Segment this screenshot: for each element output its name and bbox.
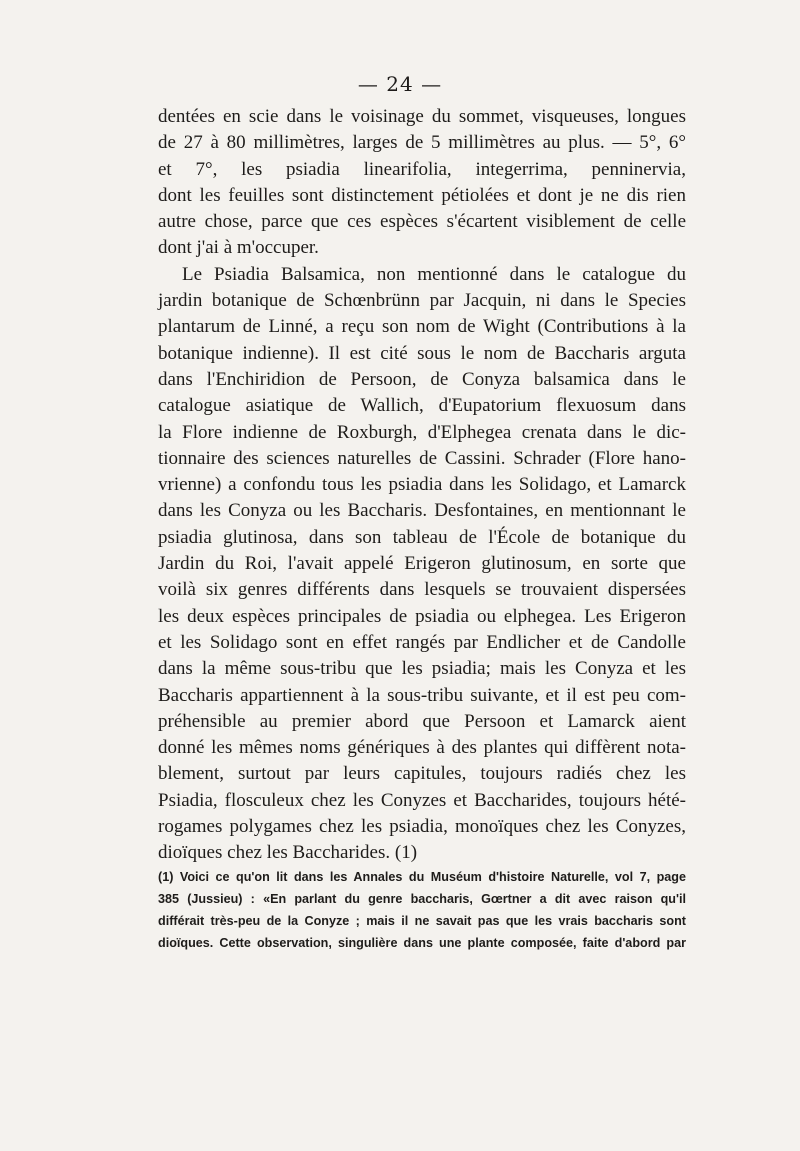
footnote-line: (1) Voici ce qu'on lit dans les Annales du Muséum d'histoire Naturelle, vol 7, page <box>158 870 686 884</box>
footnote-line: 385 (Jussieu) : «En parlant du genre baccharis, Gœrtner a dit avec raison qu'il <box>158 892 686 906</box>
text-line: donné les mêmes noms génériques à des plantes qui diffèrent nota- <box>158 737 686 759</box>
text-line: et 7°, les psiadia linearifolia, integerrima, penninervia, <box>158 158 686 180</box>
text-line: jardin botanique de Schœnbrünn par Jacquin, ni dans le Species <box>158 290 686 312</box>
text-line: dont les feuilles sont distinctement pétiolées et dont je ne dis rien <box>158 184 686 206</box>
text-line: de 27 à 80 millimètres, larges de 5 millimètres au plus. — 5°, 6° <box>158 132 686 154</box>
text-line: dont j'ai à m'occuper. <box>158 237 319 259</box>
text-line: psiadia glutinosa, dans son tableau de l'École de botanique du <box>158 526 686 548</box>
body-text <box>158 104 686 867</box>
paragraph-2 <box>158 262 686 867</box>
text-line: dans les Conyza ou les Baccharis. Desfontaines, en mentionnant le <box>158 500 686 522</box>
text-line: dans la même sous-tribu que les psiadia; mais les Conyza et les <box>158 658 686 680</box>
text-line: plantarum de Linné, a reçu son nom de Wight (Contributions à la <box>158 316 686 338</box>
text-line: la Flore indienne de Roxburgh, d'Elphegea crenata dans le dic- <box>158 421 686 443</box>
footnote-line: dioïques. Cette observation, singulière dans une plante composée, faite d'abord par <box>158 936 686 950</box>
text-line: botanique indienne). Il est cité sous le nom de Baccharis arguta <box>158 342 686 364</box>
page-number: — 24 — <box>357 72 443 96</box>
paragraph-1 <box>158 104 686 262</box>
text-line: Le Psiadia Balsamica, non mentionné dans le catalogue du <box>182 263 686 285</box>
text-line: dioïques chez les Baccharides. (1) <box>158 842 418 864</box>
text-line: préhensible au premier abord que Persoon et Lamarck aient <box>158 710 686 732</box>
text-line: les deux espèces principales de psiadia ou elphegea. Les Erigeron <box>158 605 686 627</box>
text-line: rogames polygames chez les psiadia, monoïques chez les Conyzes, <box>158 816 686 838</box>
text-line: dans l'Enchiridion de Persoon, de Conyza balsamica dans le <box>158 368 686 390</box>
footnote <box>158 866 686 954</box>
text-line: blement, surtout par leurs capitules, toujours radiés chez les <box>158 763 686 785</box>
text-line: catalogue asiatique de Wallich, d'Eupatorium flexuosum dans <box>158 395 686 417</box>
text-line: Psiadia, flosculeux chez les Conyzes et Baccharides, toujours hété- <box>158 789 686 811</box>
text-line: voilà six genres différents dans lesquels se trouvaient dispersées <box>158 579 686 601</box>
footnote-line: différait très-peu de la Conyze ; mais il ne savait pas que les vrais baccharis sont <box>158 914 686 928</box>
text-line: et les Solidago sont en effet rangés par Endlicher et de Candolle <box>158 631 686 653</box>
text-line: Baccharis appartiennent à la sous-tribu suivante, et il est peu com- <box>158 684 686 706</box>
text-line: dentées en scie dans le voisinage du sommet, visqueuses, longues <box>158 106 686 127</box>
text-line: autre chose, parce que ces espèces s'écartent visiblement de celle <box>158 211 686 233</box>
text-line: Jardin du Roi, l'avait appelé Erigeron glutinosum, en sorte que <box>158 553 686 575</box>
text-line: vrienne) a confondu tous les psiadia dans les Solidago, et Lamarck <box>158 474 686 496</box>
text-line: tionnaire des sciences naturelles de Cassini. Schrader (Flore hano- <box>158 447 686 469</box>
